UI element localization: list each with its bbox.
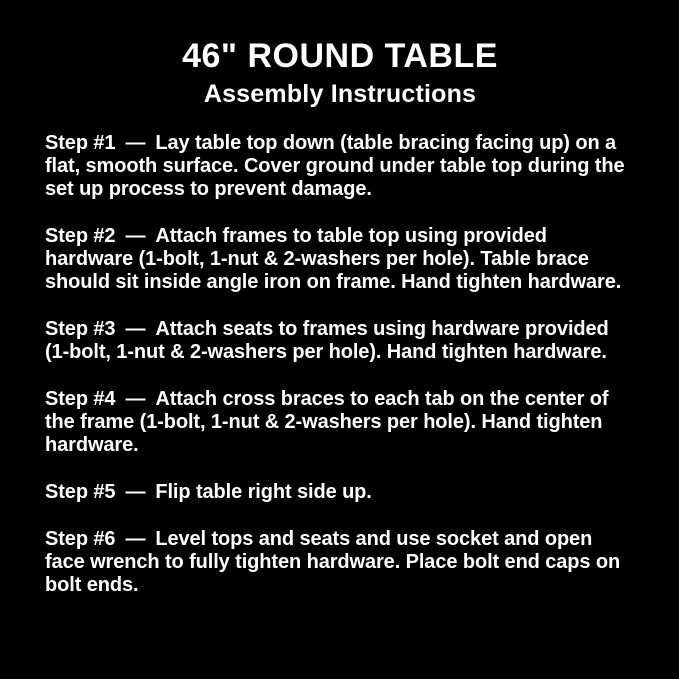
step-label: Step #2	[45, 224, 116, 247]
page-subtitle: Assembly Instructions	[203, 80, 477, 109]
step-item-6	[45, 528, 635, 597]
step-label: Step #3	[45, 317, 116, 340]
step-dash: —	[125, 317, 146, 340]
step-item-2	[45, 225, 635, 294]
step-dash: —	[125, 527, 146, 550]
step-dash: —	[125, 480, 146, 503]
step-item-4	[45, 388, 635, 457]
step-item-3	[45, 318, 635, 364]
step-label: Step #6	[45, 527, 116, 550]
step-text: Level tops and seats and use socket and open face wrench to fully tighten hardware. Place bolt end caps on bolt ends.	[45, 527, 621, 596]
step-dash: —	[125, 387, 146, 410]
steps-list	[45, 132, 635, 597]
step-text: Attach frames to table top using provided hardware (1-bolt, 1-nut & 2-washers per hole). Table brace should sit inside angle iron on frame. Hand tighten hardware.	[45, 224, 622, 293]
step-dash: —	[125, 131, 146, 154]
step-text: Attach seats to frames using hardware provided (1-bolt, 1-nut & 2-washers per hole). Hand tighten hardware.	[45, 317, 609, 363]
step-label: Step #4	[45, 387, 116, 410]
step-label: Step #1	[45, 131, 116, 154]
page-title: 46" ROUND TABLE	[182, 37, 498, 75]
step-dash: —	[125, 224, 146, 247]
step-text: Flip table right side up.	[155, 480, 372, 503]
step-item-5	[45, 481, 635, 504]
step-text: Attach cross braces to each tab on the center of the frame (1-bolt, 1-nut & 2-washers per hole). Hand tighten hardware.	[45, 387, 609, 456]
step-item-1	[45, 132, 635, 201]
step-label: Step #5	[45, 480, 116, 503]
step-text: Lay table top down (table bracing facing up) on a flat, smooth surface. Cover ground under table top during the set up process to prevent damage.	[45, 131, 625, 200]
